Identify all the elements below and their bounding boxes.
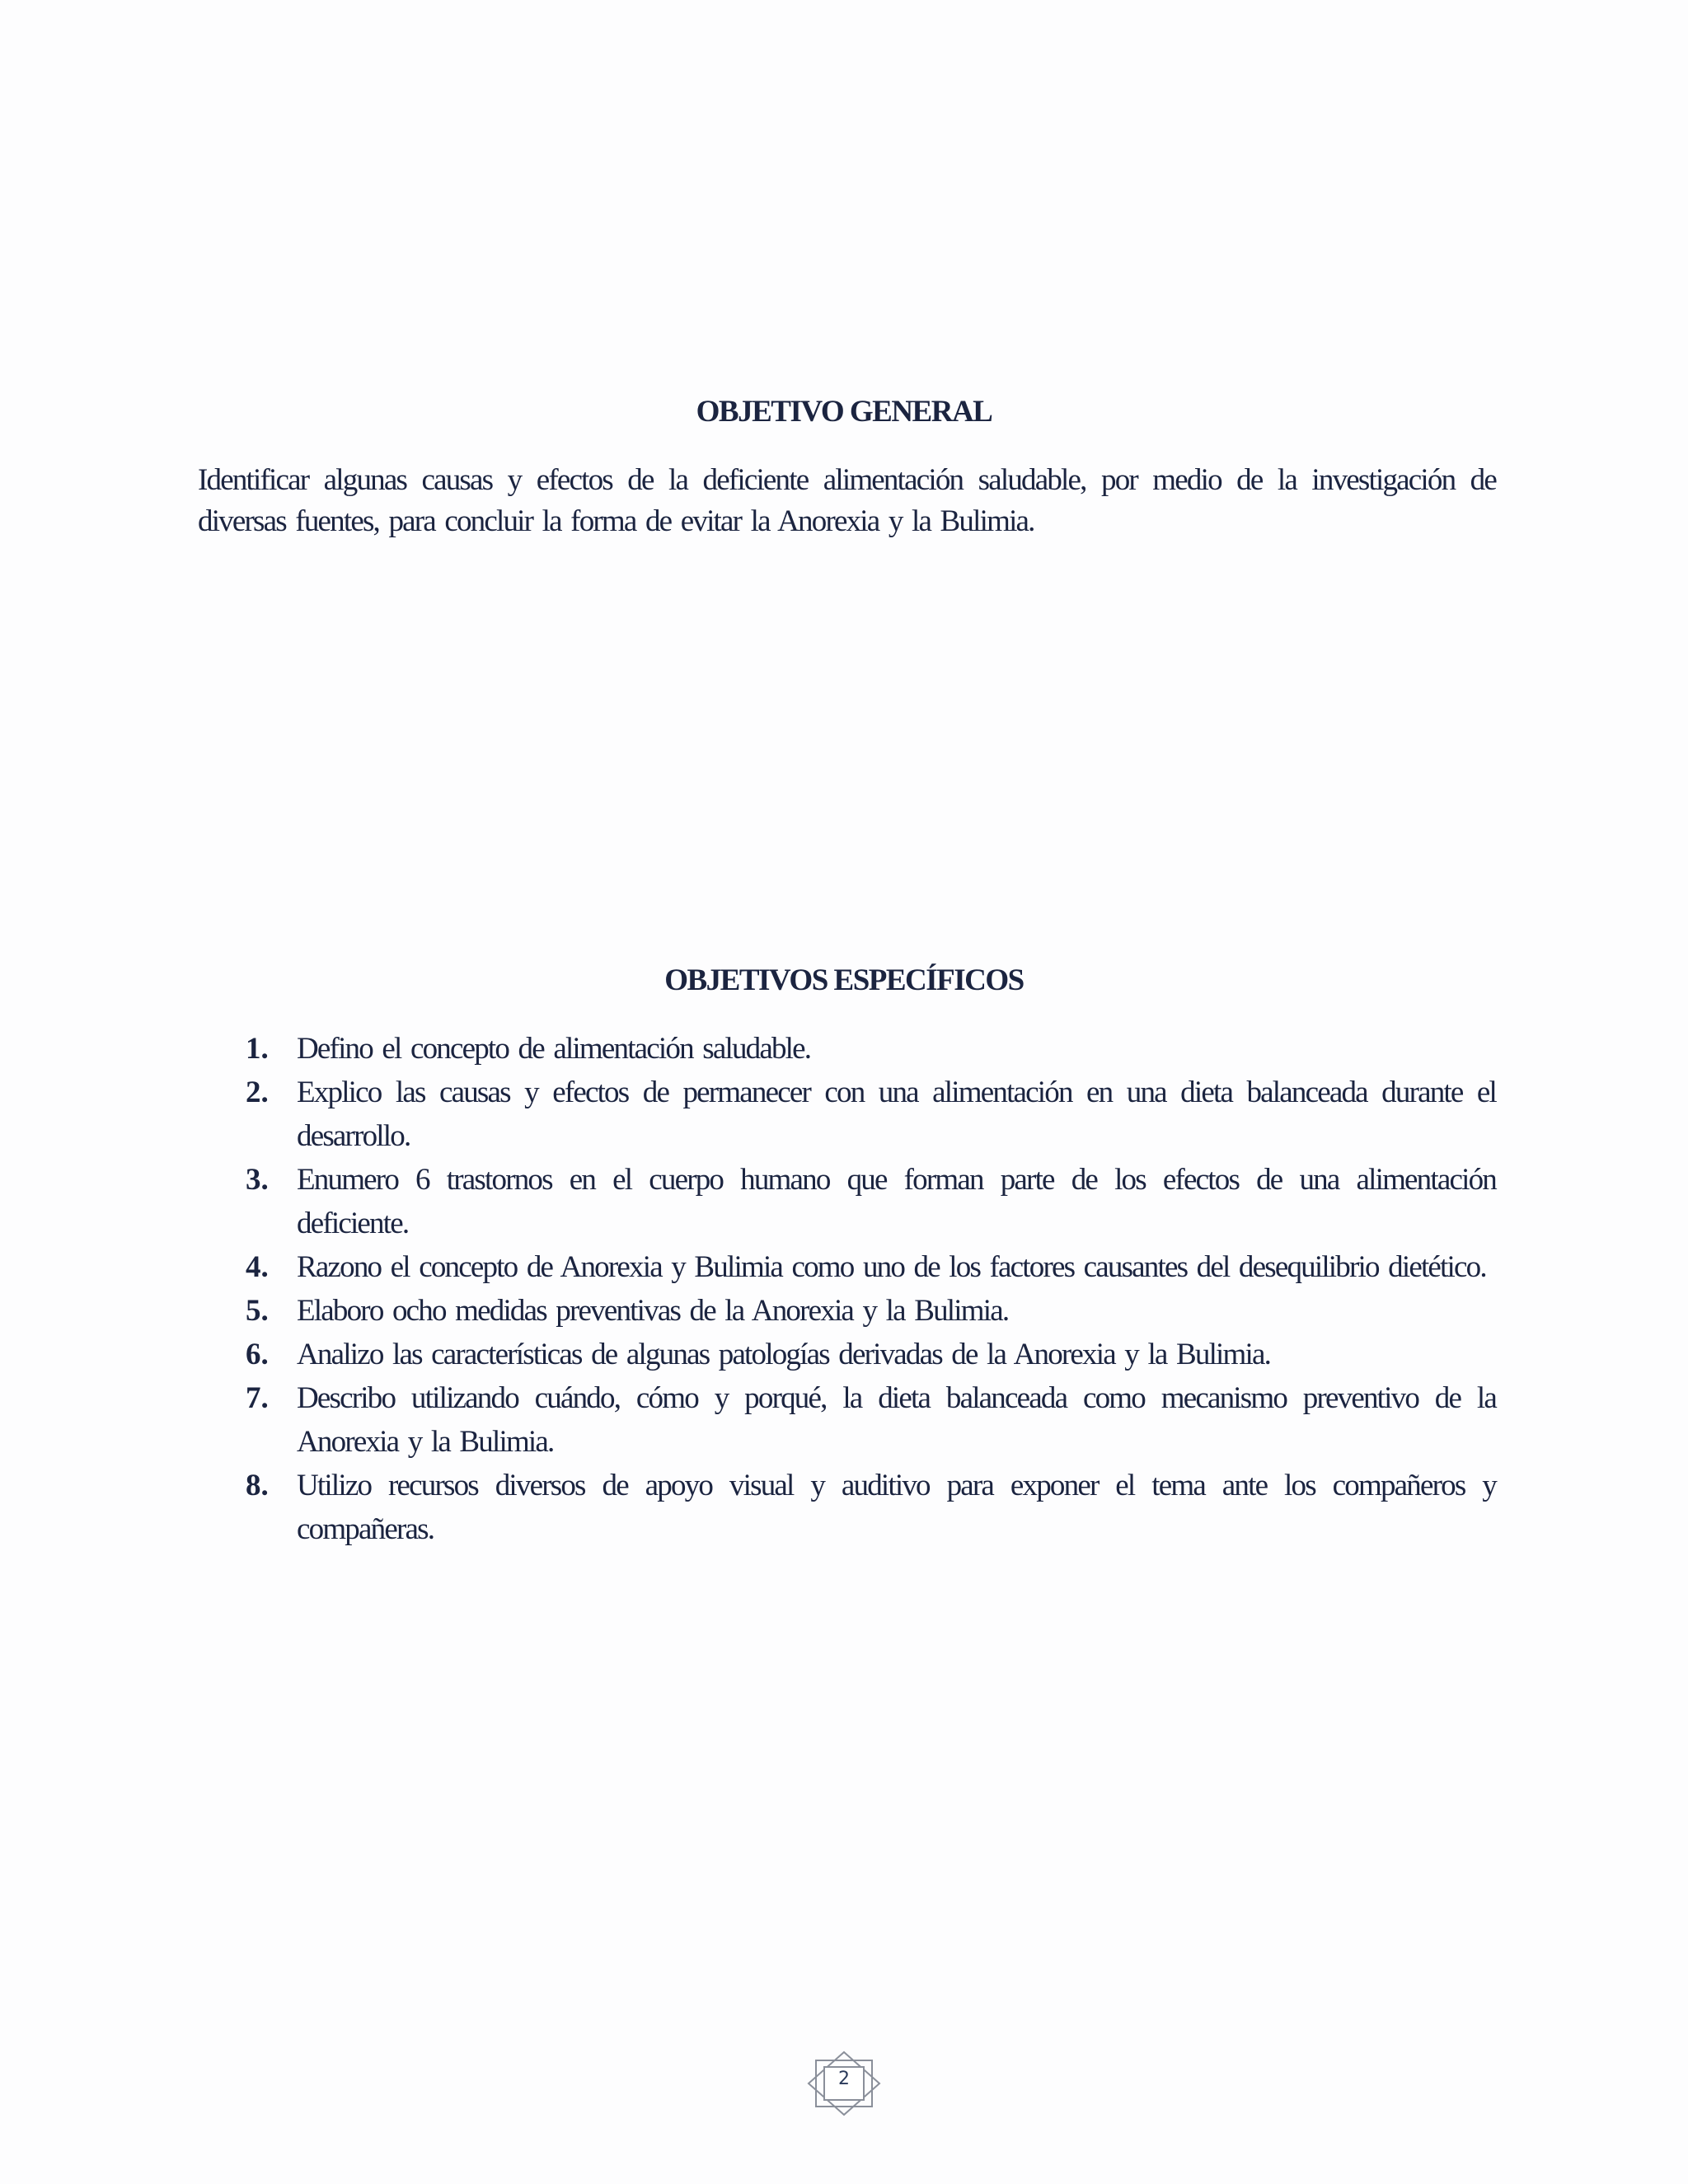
item-text: Enumero 6 trastornos en el cuerpo humano que forman parte de los efectos de una alimentación deficiente.: [297, 1163, 1496, 1240]
list-item: [239, 1376, 1496, 1464]
list-item: [239, 1289, 1496, 1333]
item-text: Elaboro ocho medidas preventivas de la Anorexia y la Bulimia.: [297, 1294, 1009, 1328]
general-objective-heading: OBJETIVO GENERAL: [696, 395, 992, 429]
item-number: 7.: [246, 1381, 269, 1415]
list-item: [239, 1027, 1496, 1071]
list-item: [239, 1245, 1496, 1289]
item-text: Explico las causas y efectos de permanecer con una alimentación en una dieta balanceada durante el desarrollo.: [297, 1076, 1496, 1153]
list-item: [239, 1464, 1496, 1551]
item-number: 3.: [246, 1163, 269, 1197]
item-text: Describo utilizando cuándo, cómo y porqué, la dieta balanceada como mecanismo preventivo de la Anorexia y la Bulimia.: [297, 1381, 1496, 1459]
general-objective-text: Identificar algunas causas y efectos de la deficiente alimentación saludable, por medio de la investigación de diversas fuentes, para concluir la forma de evitar la Anorexia y la Bulimia.: [198, 463, 1496, 538]
item-number: 1.: [246, 1032, 269, 1066]
item-number: 4.: [246, 1250, 269, 1284]
page-number: 2: [838, 2069, 850, 2089]
item-text: Utilizo recursos diversos de apoyo visual y auditivo para exponer el tema ante los compañeros y compañeras.: [297, 1469, 1496, 1546]
page-number-badge: [803, 2050, 885, 2116]
item-text: Razono el concepto de Anorexia y Bulimia como uno de los factores causantes del desequilibrio dietético.: [297, 1250, 1486, 1284]
list-item: [239, 1071, 1496, 1158]
specific-objectives-list: [239, 1027, 1496, 1551]
list-item: [239, 1333, 1496, 1376]
item-number: 6.: [246, 1338, 269, 1371]
specific-objectives-heading: OBJETIVOS ESPECÍFICOS: [664, 963, 1024, 997]
item-text: Defino el concepto de alimentación saludable.: [297, 1032, 811, 1066]
item-text: Analizo las características de algunas patologías derivadas de la Anorexia y la Bulimia.: [297, 1338, 1271, 1371]
item-number: 8.: [246, 1469, 269, 1502]
item-number: 5.: [246, 1294, 269, 1328]
item-number: 2.: [246, 1076, 269, 1109]
list-item: [239, 1158, 1496, 1245]
